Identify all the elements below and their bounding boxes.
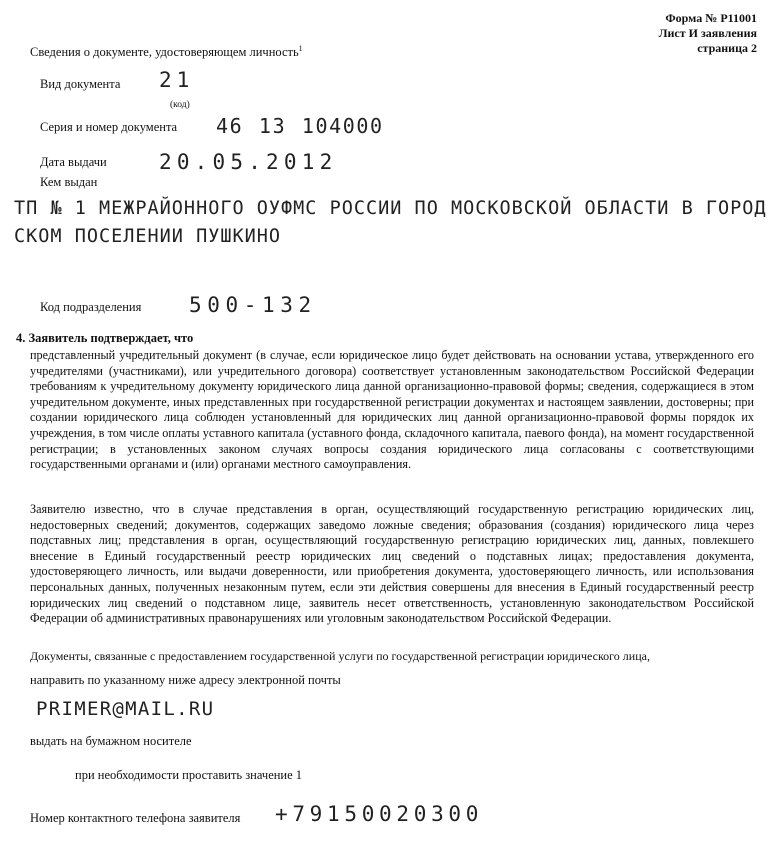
confirmation-title: 4. Заявитель подтверждает, что xyxy=(16,331,194,345)
paper-delivery-label: выдать на бумажном носителе xyxy=(30,734,192,748)
issue-date-value[interactable]: 20.05.2012 xyxy=(159,150,338,174)
doc-type-label: Вид документа xyxy=(40,77,121,91)
page-label: страница 2 xyxy=(697,41,757,55)
form-number: Форма № Р11001 xyxy=(665,11,757,25)
footnote-mark: 1 xyxy=(298,44,303,53)
paper-delivery-hint: при необходимости проставить значение 1 xyxy=(75,768,303,782)
phone-label: Номер контактного телефона заявителя xyxy=(30,811,241,825)
confirmation-paragraph-2: Заявителю известно, что в случае представления в орган, осуществляющий государственную регистрацию юридических лиц, недостоверных сведений; документов, содержащих заведомо ложные сведения; образования (создания) юридического лица через подставных лиц; представления в орган, осуществляющий государственную регистрацию юридических лиц, данных, повлекшего внесение в Единый государственный реестр юридических лиц сведений о подставных лицах; предоставления документа, удостоверяющего личность, или выдачи доверенности, или приобретения документа, удостоверяющего личность, или использования персональных данных, полученных незаконным путем, если эти действия совершены для внесения в Единый государственный реестр юридических лиц сведений о подставном лице, заявитель несет ответственность, установленную законодательством Российской Федерации об административных правонарушениях или уголовным законодательством Российской Федерации. xyxy=(30,502,754,626)
documents-text: Документы, связанные с предоставлением государственной услуги по государственной регистрации юридического лица, xyxy=(30,649,650,663)
confirmation-paragraph-1: представленный учредительный документ (в случае, если юридическое лицо будет действовать на основании устава, утвержденного его учредителями (участниками), или учредительного договора) соответствует установленным законодательством Российской Федерации требованиям к учредительному документу юридического лица данной организационно-правовой формы; сведения, содержащиеся в этом учредительном документе, иных представленных при государственной регистрации документах и настоящем заявлении, достоверны; при создании юридического лица соблюден установленный для юридических лиц данной организационно-правовой формы порядок их учреждения, в том числе оплаты уставного капитала (уставного фонда, складочного капитала, паевого фонда), на момент государственной регистрации; в установленных законом случаях вопросы создания юридического лица согласованы с соответствующими государственными органами и (или) органами местного самоуправления. xyxy=(30,348,754,472)
doc-type-value[interactable]: 21 xyxy=(159,68,195,92)
issued-by-label: Кем выдан xyxy=(40,175,98,189)
code-caption: (код) xyxy=(170,100,190,110)
email-value[interactable]: PRIMER@MAIL.RU xyxy=(36,698,215,720)
issued-by-value[interactable]: ТП № 1 МЕЖРАЙОННОГО ОУФМС РОССИИ ПО МОСКОВСКОЙ ОБЛАСТИ В ГОРОДСКОМ ПОСЕЛЕНИИ ПУШКИНО xyxy=(14,198,767,247)
issue-date-label: Дата выдачи xyxy=(40,155,107,169)
phone-value[interactable]: +79150020300 xyxy=(275,802,484,826)
division-code-value[interactable]: 500-132 xyxy=(189,293,317,317)
division-code-label: Код подразделения xyxy=(40,300,142,314)
sheet-label: Лист И заявления xyxy=(658,26,757,40)
series-number-label: Серия и номер документа xyxy=(40,120,178,134)
series-number-value[interactable]: 46 13 104000 xyxy=(216,114,384,138)
identity-section-title: Сведения о документе, удостоверяющем личность$^1$ xyxy=(30,44,303,60)
email-label: направить по указанному ниже адресу электронной почты xyxy=(30,673,341,687)
